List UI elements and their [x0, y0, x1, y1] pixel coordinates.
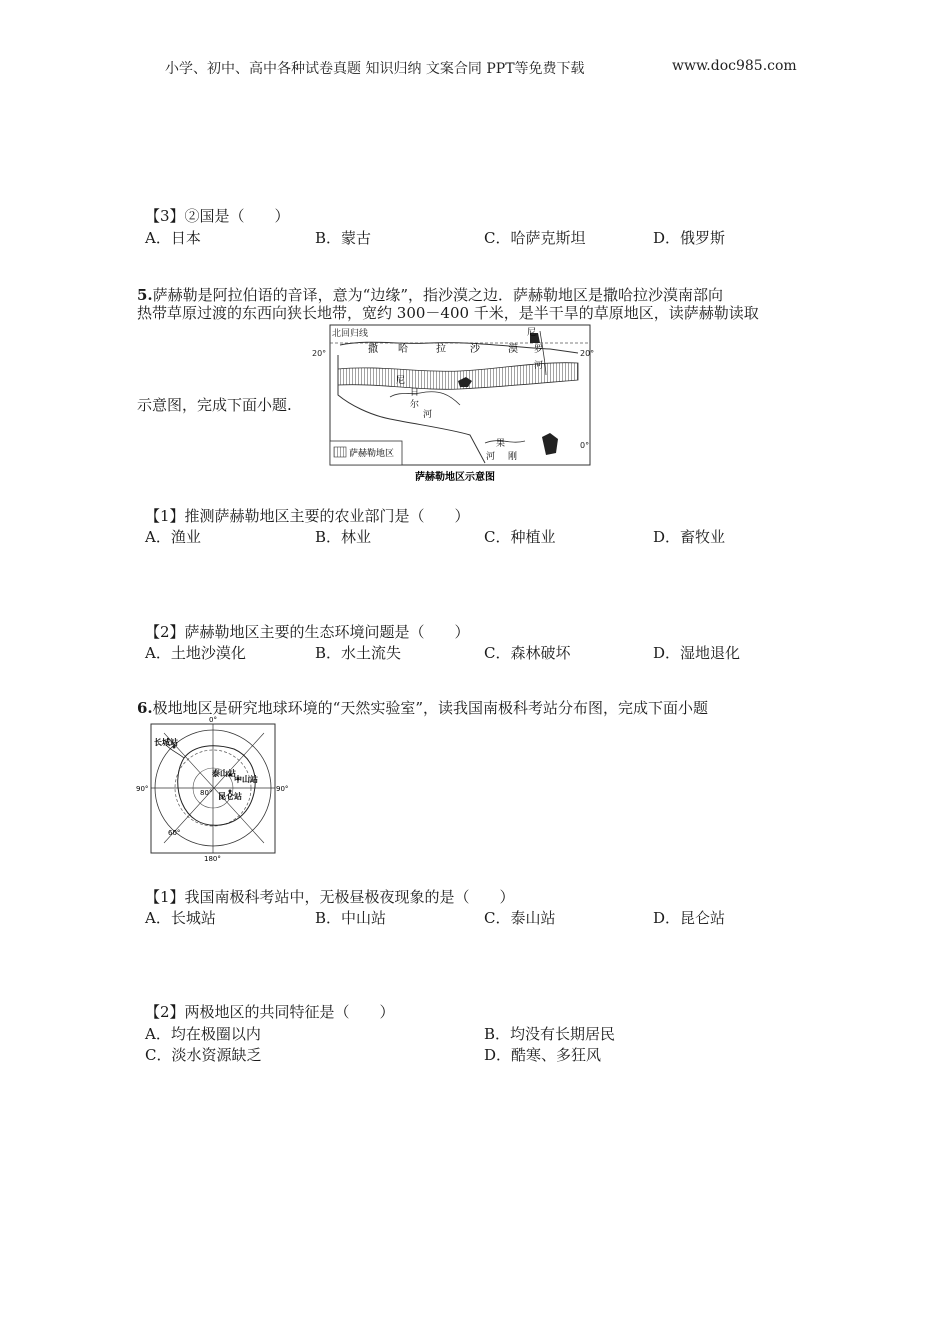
option-c[interactable]: C．哈萨克斯坦	[484, 229, 586, 247]
question-5-line-3: 示意图，完成下面小题.	[137, 396, 292, 414]
congo-char: 河	[486, 452, 496, 462]
option-c[interactable]: C．种植业	[484, 528, 556, 546]
question-number: 5.	[137, 286, 153, 304]
lat-0: 0°	[580, 441, 590, 450]
option-a[interactable]: A．土地沙漠化	[145, 644, 246, 662]
option-a[interactable]: A．渔业	[145, 528, 201, 546]
sahel-map	[310, 325, 600, 485]
question-number: 6.	[137, 699, 153, 717]
question-6-2-stem: 【2】两极地区的共同特征是（ ）	[145, 1003, 395, 1021]
station-changcheng: 长城站	[154, 738, 178, 747]
option-b[interactable]: B．林业	[315, 528, 372, 546]
lat-60-label: 60°	[168, 829, 181, 837]
question-4-3-stem: 【3】②国是（ ）	[145, 207, 290, 225]
antarctic-map	[134, 713, 289, 863]
option-b[interactable]: B．中山站	[315, 909, 387, 927]
desert-char: 拉	[436, 344, 446, 355]
option-d[interactable]: D．酷寒、多狂风	[484, 1046, 602, 1064]
option-d[interactable]: D．俄罗斯	[653, 229, 726, 247]
question-5-intro-1: 萨赫勒是阿拉伯语的音译，意为“边缘”，指沙漠之边．萨赫勒地区是撒哈拉沙漠南部向	[152, 286, 724, 304]
tropic-label: 北回归线	[332, 329, 369, 339]
option-a[interactable]: A．日本	[145, 229, 201, 247]
station-kunlun: 昆仑站	[218, 792, 242, 801]
header-title: 小学、初中、高中各种试卷真题 知识归纳 文案合同 PPT等免费下载	[165, 61, 585, 77]
desert-char: 漠	[508, 344, 518, 355]
lat-20-left: 20°	[312, 349, 327, 358]
question-6-intro: 极地地区是研究地球环境的“天然实验室”，读我国南极科考站分布图，完成下面小题	[152, 699, 709, 717]
option-d[interactable]: D．昆仑站	[653, 909, 726, 927]
option-c[interactable]: C．淡水资源缺乏	[145, 1046, 262, 1064]
niger-char: 河	[423, 410, 433, 420]
legend-label: 萨赫勒地区	[349, 449, 395, 459]
question-5-2-stem: 【2】萨赫勒地区主要的生态环境问题是（ ）	[145, 623, 470, 641]
congo-char: 刚	[508, 452, 518, 462]
lat-80-label: 80°	[200, 789, 213, 797]
question-5-line-2: 热带草原过渡的东西向狭长地带，宽约 300－400 千米，是半干旱的草原地区，读萨赫勒读取	[137, 304, 759, 322]
station-zhongshan: 中山站	[234, 775, 258, 784]
desert-char: 哈	[398, 344, 408, 355]
legend-swatch	[334, 447, 346, 457]
lon-180-label: 180°	[204, 855, 221, 863]
lat-20-right: 20°	[580, 349, 595, 358]
option-b[interactable]: B．均没有长期居民	[484, 1025, 616, 1043]
map-caption: 萨赫勒地区示意图	[415, 472, 495, 483]
option-a[interactable]: A．长城站	[145, 909, 216, 927]
nile-char: 尼	[527, 328, 537, 338]
niger-char: 尼	[396, 376, 406, 386]
lon-0-label: 0°	[209, 716, 217, 724]
niger-char: 日	[410, 388, 420, 398]
station-taishan: 泰山站	[212, 769, 236, 778]
congo-char: 果	[496, 439, 506, 449]
desert-char: 撒	[368, 344, 378, 355]
option-a[interactable]: A．均在极圈以内	[145, 1025, 261, 1043]
lon-90w-label: 90°	[136, 785, 149, 793]
lon-90e-label: 90°	[276, 785, 289, 793]
option-c[interactable]: C．泰山站	[484, 909, 556, 927]
header-url[interactable]: www.doc985.com	[672, 58, 797, 74]
nile-char: 河	[534, 361, 544, 371]
nile-char: 罗	[534, 345, 544, 355]
option-d[interactable]: D．畜牧业	[653, 528, 726, 546]
option-c[interactable]: C．森林破坏	[484, 644, 571, 662]
question-6-1-stem: 【1】我国南极科考站中，无极昼极夜现象的是（ ）	[145, 888, 515, 906]
question-5-1-stem: 【1】推测萨赫勒地区主要的农业部门是（ ）	[145, 507, 470, 525]
desert-char: 沙	[470, 344, 480, 355]
option-b[interactable]: B．水土流失	[315, 644, 402, 662]
option-b[interactable]: B．蒙古	[315, 229, 372, 247]
option-d[interactable]: D．湿地退化	[653, 644, 741, 662]
niger-char: 尔	[410, 400, 420, 410]
